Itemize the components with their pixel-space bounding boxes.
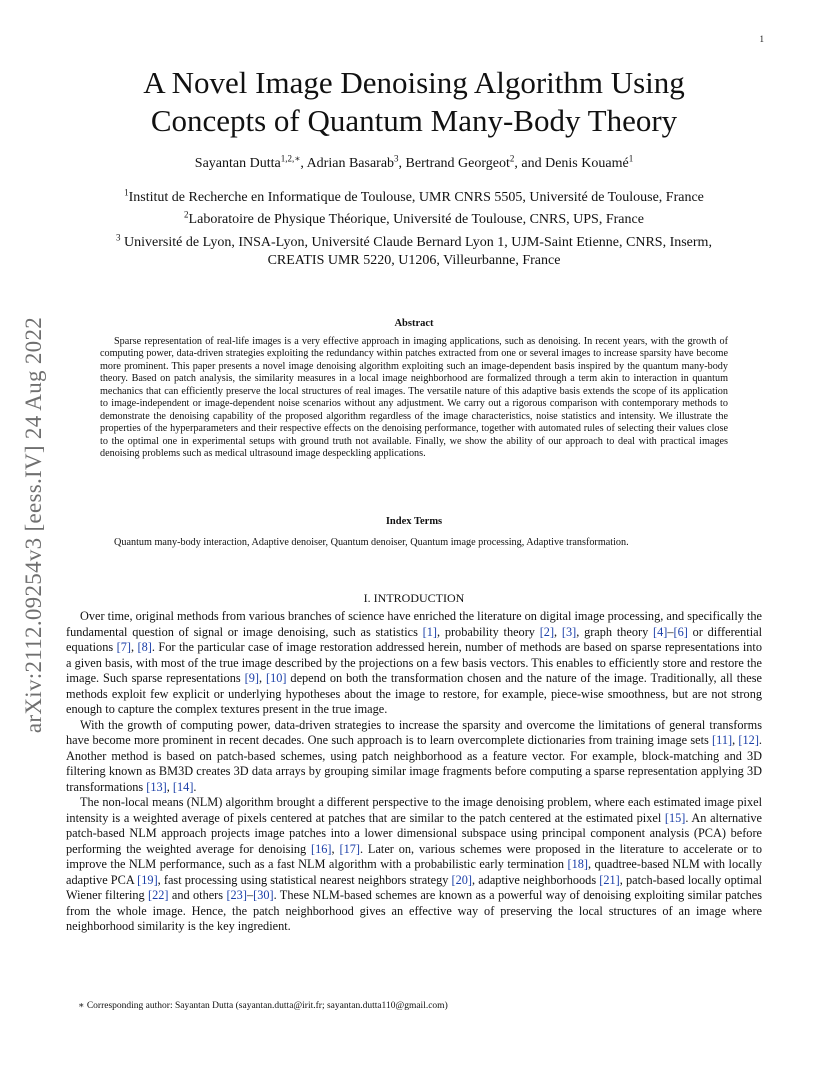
citation-link[interactable]: [12] xyxy=(738,733,759,747)
paragraph-3: The non-local means (NLM) algorithm brought a different perspective to the image denoising problem, where each estimated image pixel intensity is a weighted average of pixels centered at patches that are similar to the patch centered at the estimated pixel [15]. An alternative patch-based NLM approach projects image patches into a lower dimensional subspace using principal component analysis (PCA) before performing the weighted average for denoising [16], [17]. Later on, various schemes were proposed in the literature to accelerate or to improve the NLM performance, such as a fast NLM algorithm with a probabilistic early termination [18], quadtree-based NLM with locally adaptive PCA [19], fast processing using statistical nearest neighbors strategy [20], adaptive neighborhoods [21], patch-based locally optimal Wiener filtering [22] and others [23]–[30]. These NLM-based schemes are known as a powerful way of denoising exploiting similar patches from the whole image. Hence, the patch neighborhood gives an effective way of preserving the local structures of an image where neighborhood similarity is the key ingredient. xyxy=(66,795,762,933)
citation-link[interactable]: [4] xyxy=(653,624,668,639)
citation-link[interactable]: [22] xyxy=(148,888,169,902)
paper-title xyxy=(66,64,762,140)
author-name: , Bertrand Georgeot xyxy=(398,156,510,171)
citation-link[interactable]: [7] xyxy=(116,640,131,654)
affiliation-sup: 3 xyxy=(116,232,121,243)
citation-link[interactable]: [17] xyxy=(339,841,360,856)
page-number: 1 xyxy=(759,34,764,44)
section-heading xyxy=(66,591,762,606)
citation-link[interactable]: [20] xyxy=(451,872,473,887)
affiliation-text: Université de Lyon, INSA-Lyon, Université Claude Bernard Lyon 1, UJM-Saint Etienne, CNRS, Inserm, xyxy=(120,235,712,250)
citation-link[interactable]: [1] xyxy=(422,624,437,639)
citation-link[interactable]: [30] xyxy=(253,888,274,902)
citation-link[interactable]: [8] xyxy=(137,640,152,654)
affiliation-1 xyxy=(66,189,762,207)
author-name: , and Denis Kouamé xyxy=(514,156,629,171)
citation-link[interactable]: [18] xyxy=(567,857,589,871)
citation-link[interactable]: [16] xyxy=(311,841,332,856)
citation-link[interactable]: [15] xyxy=(664,810,686,825)
section-number: I. xyxy=(363,591,374,605)
citation-link[interactable]: [21] xyxy=(599,872,620,887)
paragraph-2: With the growth of computing power, data-driven strategies to increase the sparsity and overcome the limitations of general transforms have become more prominent in recent decades. One such approach is to learn overcomplete dictionaries from training image sets [11], [12]. Another method is based on patch-based schemes, using patch neighborhood as a feature vector. For example, block-matching and 3D filtering known as BM3D creates 3D data arrays by grouping similar image fragments before computing a sparse representation applying 3D transformations [13], [14]. xyxy=(66,717,762,794)
title-line-2: Concepts of Quantum Many-Body Theory xyxy=(150,103,678,138)
affiliation-text: Laboratoire de Physique Théorique, Université de Toulouse, CNRS, UPS, France xyxy=(188,212,644,227)
title-line-1: A Novel Image Denoising Algorithm Using xyxy=(143,65,685,100)
affiliation-text: Institut de Recherche en Informatique de Toulouse, UMR CNRS 5505, Université de Toulouse, France xyxy=(128,190,704,205)
affiliation-sup: 1 xyxy=(124,187,129,198)
citation-link[interactable]: [10] xyxy=(265,671,287,685)
arxiv-identifier: arXiv:2112.09254v3 [eess.IV] 24 Aug 2022 xyxy=(21,316,46,734)
citation-link[interactable]: [19] xyxy=(137,872,158,887)
index-terms-heading: Index Terms xyxy=(385,516,443,527)
author-list xyxy=(66,153,762,172)
arxiv-sidebar xyxy=(14,280,54,770)
affiliation-3 xyxy=(66,234,762,270)
abstract-body: Sparse representation of real-life images is a very effective approach in imaging applications, such as denoising. In recent years, with the growth of computing power, data-driven strategies exploiting the redundancy within patches extracted from one or several images to increase sparsity have become more prominent. This paper presents a novel image denoising algorithm exploiting such an image-dependent basis inspired by the quantum many-body theory. Based on patch analysis, the similarity measures in a local image neighborhood are formalized through a term akin to interaction in quantum mechanics that can efficiently preserve the local structures of real images. The versatile nature of this adaptive basis extends the scope of its application to image-independent or image-dependent noise scenarios without any adjustment. We carry out a rigorous comparison with contemporary methods to demonstrate the denoising capability of the proposed algorithm regardless of the image characteristics, noise statistics and intensity. We illustrate the properties of the hyperparameters and their respective effects on the denoising performance, together with automated rules of selecting their values close to the optimal one in experimental setups with ground truth not available. Finally, we show the ability of our approach to deal with practical images denoising problems such as medical ultrasound image despeckling applications. xyxy=(100,336,728,460)
section-initial: I xyxy=(373,591,378,605)
citation-link[interactable]: [6] xyxy=(673,624,688,639)
citation-link[interactable]: [14] xyxy=(172,779,194,794)
author-name: , Adrian Basarab xyxy=(300,156,395,171)
author-sup: 1 xyxy=(628,153,634,164)
author-sup: 1,2,∗ xyxy=(280,153,301,164)
affiliation-text: CREATIS UMR 5220, U1206, Villeurbanne, France xyxy=(267,253,561,268)
citation-link[interactable]: [9] xyxy=(244,671,259,685)
citation-link[interactable]: [11] xyxy=(712,733,733,747)
body-text xyxy=(66,609,762,935)
index-terms-body: Quantum many-body interaction, Adaptive denoiser, Quantum denoiser, Quantum image processing, Adaptive transformation. xyxy=(114,537,629,548)
citation-link[interactable]: [23] xyxy=(226,888,247,902)
author-sup: 2 xyxy=(509,153,515,164)
affiliation-sup: 2 xyxy=(184,209,189,220)
citation-link[interactable]: [2] xyxy=(539,624,555,639)
footnote: ∗ Corresponding author: Sayantan Dutta (sayantan.dutta@irit.fr; sayantan.dutta110@gmail.com) xyxy=(78,1001,448,1011)
citation-link[interactable]: [3] xyxy=(561,624,577,639)
abstract-heading: Abstract xyxy=(394,318,434,329)
section-title-rest: NTRODUCTION xyxy=(377,591,465,605)
author-sup: 3 xyxy=(394,153,399,164)
paragraph-1: Over time, original methods from various branches of science have enriched the literature on digital image processing, and specifically the fundamental question of signal or image denoising, such as statistics [1], probability theory [2], [3], graph theory [4]–[6] or differential equations [7], [8]. For the particular case of image restoration addressed herein, number of methods are based on sparse representations into a given basis, with most of the true image described by the projections on a few basis vectors. This enables to efficiently store and restore the image. Such sparse representations [9], [10] depend on both the transformation chosen and the nature of the image. Traditionally, all these methods exploit few explicit or underlying hypotheses about the image to restore, for example, piece-wise smoothness, but are not strong enough to capture the complex textures present in the true image. xyxy=(66,609,762,716)
author-name: Sayantan Dutta xyxy=(194,156,281,171)
affiliation-2 xyxy=(66,211,762,229)
citation-link[interactable]: [13] xyxy=(146,779,167,794)
